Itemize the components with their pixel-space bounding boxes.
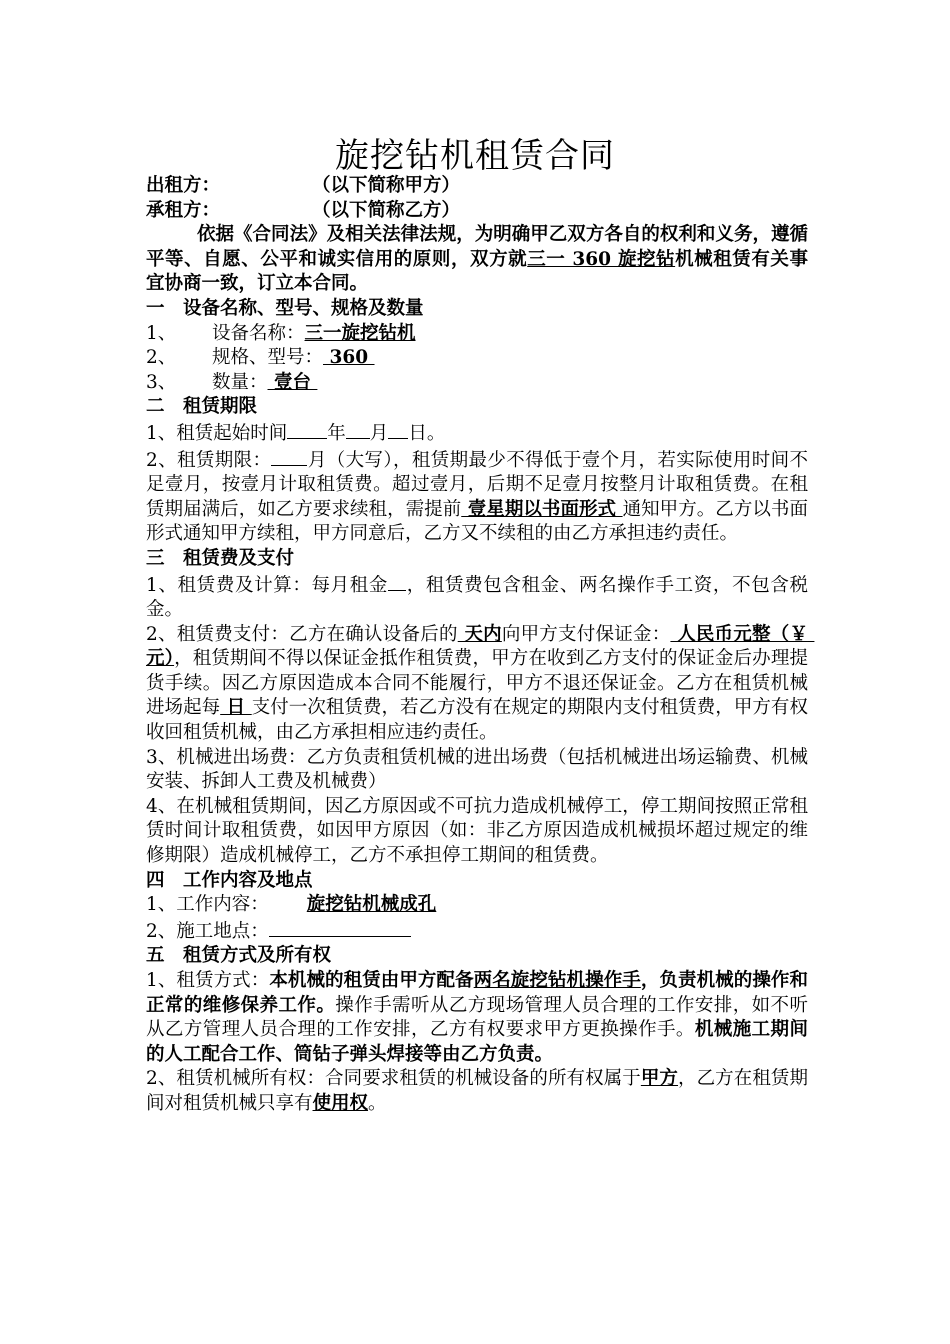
s2-p1: 1、租赁起始时间 年 月 日。 <box>146 420 808 447</box>
section-5-heading: 五 租赁方式及所有权 <box>146 945 332 967</box>
s1-item-3: 3、 数量： 壹台 <box>146 371 318 393</box>
monthly-rent-blank <box>388 572 406 591</box>
lessor-note: （以下简称甲方） <box>312 175 461 196</box>
notice-period: 壹星期以书面形式 <box>461 498 623 520</box>
s3-p1: 1、租赁费及计算：每月租金 ，租赁费包含租金、两名操作手工资，不包含税金。 <box>146 572 808 623</box>
work-content: 旋挖钻机械成孔 <box>306 894 437 916</box>
s2-p2: 2、租赁期限： 月（大写），租赁期最少不得低于壹个月，若实际使用时间不足壹月，按壹月计取租赁费。超过壹月，后期不足壹月按整月计取租赁费。在租赁期届满后，如乙方要求续租，需提前 壹星期以书面形式 通知甲方。乙方以书面形式通知甲方续租，甲方同意后，乙方又不续租的由乙方承担违约责任。 <box>146 447 808 547</box>
equipment-model: 360 <box>323 347 375 369</box>
s1-item-2: 2、 规格、型号： 360 <box>146 347 375 369</box>
s5-p1: 1、租赁方式：本机械的租赁由甲方配备两名旋挖钻机操作手，负责机械的操作和正常的维修保养工作。操作手需听从乙方现场管理人员合理的工作安排，如不听从乙方管理人员合理的工作安排，乙方有权要求甲方更换操作手。机械施工期间的人工配合工作、筒钻子弹头焊接等由乙方负责。 <box>146 970 808 1065</box>
section-1-heading: 一 设备名称、型号、规格及数量 <box>146 297 424 319</box>
intro-paragraph: 依据《合同法》及相关法律法规，为明确甲乙双方各自的权利和义务，遵循平等、自愿、公平和诚实信用的原则，双方就三一 360 旋挖钻机械租赁有关事宜协商一致，订立本合同。 <box>146 224 808 295</box>
s3-p4: 4、在机械租赁期间，因乙方原因或不可抗力造成机械停工，停工期间按照正常租赁时间计取租赁费，如因甲方原因（如：非乙方原因造成机械损坏超过规定的维修期限）造成机械停工，乙方不承担停工期间的租赁费。 <box>146 795 808 867</box>
intro-subject: 三一 360 旋挖钻 <box>527 248 676 270</box>
section-2-heading: 二 租赁期限 <box>146 396 258 418</box>
s3-p2: 2、租赁费支付：乙方在确认设备后的 天内向甲方支付保证金： 人民币元整（￥ 元），租赁期间不得以保证金抵作租赁费，甲方在收到乙方支付的保证金后办理提货手续。因乙方原因造成本合同不能履行，甲方不退还保证金。乙方在租赁机械进场起每 日 支付一次租赁费，若乙方没有在规定的期限内支付租赁费，甲方有权收回租赁机械，由乙方承担相应违约责任。 <box>146 623 815 744</box>
payment-period: 日 <box>220 697 252 719</box>
document-title: 旋挖钻机租赁合同 <box>335 136 615 176</box>
section-4-heading: 四 工作内容及地点 <box>146 869 313 891</box>
start-month-blank <box>346 420 370 439</box>
deposit-amount: 人民币元整（￥ 元） <box>146 623 815 670</box>
lessee-note: （以下简称乙方） <box>312 199 461 221</box>
contract-body <box>146 174 815 1117</box>
use-right: 使用权 <box>312 1092 369 1114</box>
lessor-label: 出租方： <box>146 175 221 196</box>
s1-item-1: 1、 设备名称：三一旋挖钻机 <box>146 322 416 344</box>
start-year-blank <box>287 420 327 439</box>
lessee-line <box>146 199 808 224</box>
site-location-blank <box>269 918 411 937</box>
lessor-line <box>146 174 808 199</box>
s4-p2: 2、施工地点： <box>146 918 808 945</box>
operators: 两名旋挖钻机操作手 <box>473 970 641 991</box>
term-months-blank <box>271 447 307 466</box>
owner: 甲方 <box>640 1068 679 1090</box>
deposit-days: 天内 <box>457 623 502 645</box>
s3-p3: 3、机械进出场费：乙方负责租赁机械的进出场费（包括机械进出场运输费、机械安装、拆卸人工费及机械费） <box>146 746 808 793</box>
s5-p2: 2、租赁机械所有权：合同要求租赁的机械设备的所有权属于甲方，乙方在租赁期间对租赁机械只享有使用权。 <box>146 1068 808 1114</box>
s4-p1: 1、工作内容： 旋挖钻机械成孔 <box>146 893 808 918</box>
lessee-label: 承租方： <box>146 199 221 221</box>
section-3-heading: 三 租赁费及支付 <box>146 547 295 569</box>
equipment-quantity: 壹台 <box>267 371 318 393</box>
start-day-blank <box>388 420 408 439</box>
equipment-name: 三一旋挖钻机 <box>304 322 416 344</box>
